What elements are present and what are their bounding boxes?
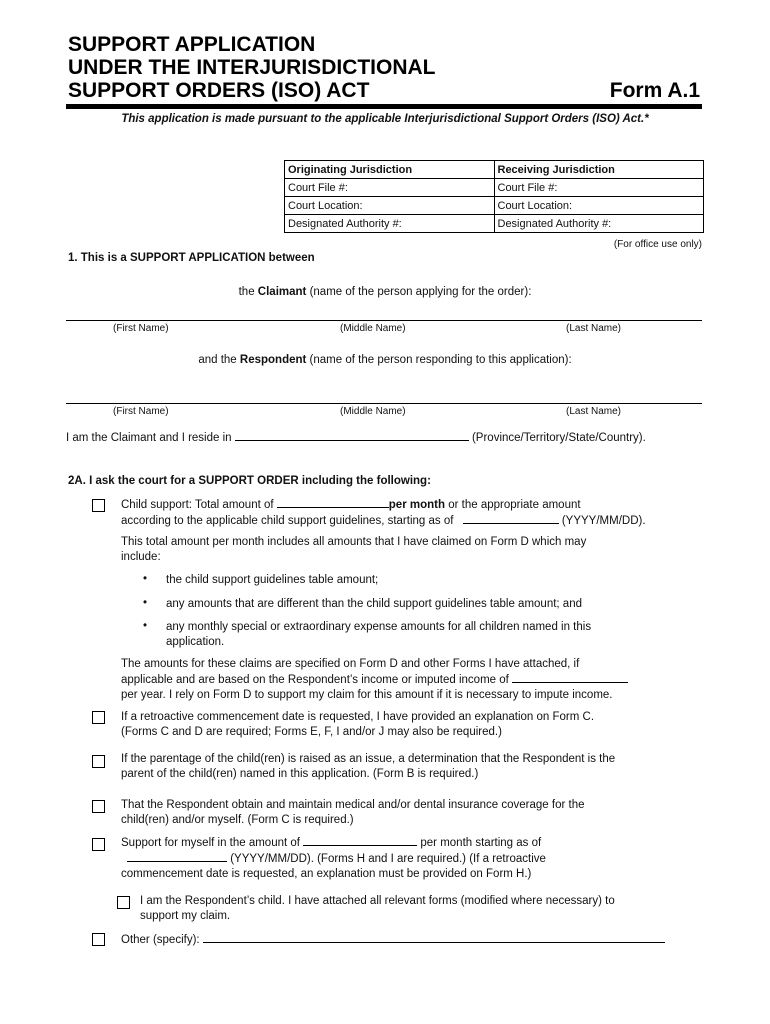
retroactive-line: (Forms C and D are required; Forms E, F, I and/or J may also be required.) [121, 726, 502, 738]
other-checkbox[interactable] [92, 933, 105, 946]
bullet-item-line: application. [166, 636, 225, 648]
claimant-prompt-post: (name of the person applying for the order): [306, 286, 532, 298]
header-rule [66, 104, 702, 109]
respondents-child-checkbox[interactable] [117, 896, 130, 909]
insurance-checkbox[interactable] [92, 800, 105, 813]
self-support-amount-field[interactable] [303, 835, 417, 846]
title-line: UNDER THE INTERJURISDICTIONAL [68, 56, 436, 79]
claimant-prompt-pre: the [238, 286, 258, 298]
respondent-prompt-pre: and the [198, 354, 240, 366]
child-support-date-format: (YYYY/MM/DD). [561, 515, 646, 527]
respondents-child-text [140, 894, 680, 924]
respondent-name-line[interactable] [66, 403, 702, 404]
imputed-income-field[interactable] [512, 672, 628, 683]
retroactive-checkbox[interactable] [92, 711, 105, 724]
form-title [68, 33, 436, 102]
claimant-last-name-label: (Last Name) [566, 323, 622, 334]
self-support-start-date-field[interactable] [127, 851, 227, 862]
amounts-paragraph [121, 657, 681, 703]
bullet-item: the child support guidelines table amount; [166, 574, 379, 586]
claimant-prompt [0, 286, 770, 298]
insurance-text [121, 798, 681, 828]
other-row [121, 932, 665, 946]
self-support-post: per month starting as of [420, 837, 542, 849]
insurance-line: child(ren) and/or myself. (Form C is required.) [121, 814, 354, 826]
self-support-date-format: (YYYY/MM/DD). (Forms H and I are required.) (If a retroactive [230, 853, 546, 865]
receiving-heading: Receiving Jurisdiction [494, 161, 704, 179]
bullet-item [166, 620, 666, 650]
retroactive-text [121, 710, 681, 740]
pursuant-note: This application is made pursuant to the applicable Interjurisdictional Support Orders (ISO) Act.* [121, 113, 649, 125]
total-includes-line: This total amount per month includes all amounts that I have claimed on Form D which may [121, 536, 587, 548]
amounts-line: per year. I rely on Form D to support my claim for this amount if it is necessary to impute income. [121, 689, 613, 701]
child-support-guidelines-text: according to the applicable child support guidelines, starting as of [121, 515, 454, 527]
bullet-item: any amounts that are different than the child support guidelines table amount; and [166, 598, 582, 610]
originating-court-location-field[interactable]: Court Location: [285, 197, 495, 215]
title-line: SUPPORT ORDERS (ISO) ACT [68, 79, 370, 102]
bullet-item-line: any monthly special or extraordinary expense amounts for all children named in this [166, 621, 592, 633]
per-month-label: per month [388, 499, 446, 511]
respondents-child-line: support my claim. [140, 910, 231, 922]
amounts-line: applicable and are based on the Respondent’s income or imputed income of [121, 674, 509, 686]
child-support-checkbox[interactable] [92, 499, 105, 512]
originating-authority-field[interactable]: Designated Authority #: [285, 215, 495, 233]
receiving-authority-field[interactable]: Designated Authority #: [494, 215, 704, 233]
bullet-icon: • [143, 597, 148, 609]
amounts-line: The amounts for these claims are specified on Form D and other Forms I have attached, if [121, 658, 580, 670]
parentage-line: parent of the child(ren) named in this application. (Form B is required.) [121, 768, 479, 780]
bullet-icon: • [143, 573, 148, 585]
residence-post: (Province/Territory/State/Country). [471, 432, 646, 444]
section-2a-heading: 2A. I ask the court for a SUPPORT ORDER including the following: [68, 475, 431, 487]
self-support-text [121, 835, 681, 882]
jurisdiction-table [284, 160, 704, 233]
office-use-note: (For office use only) [613, 239, 702, 250]
claimant-name-line[interactable] [66, 320, 702, 321]
self-support-line: commencement date is requested, an explanation must be provided on Form H.) [121, 868, 532, 880]
claimant-first-name-label: (First Name) [113, 323, 169, 334]
respondents-child-line: I am the Respondent’s child. I have attached all relevant forms (modified where necessary) to [140, 895, 615, 907]
respondent-prompt [0, 354, 770, 366]
originating-court-file-field[interactable]: Court File #: [285, 179, 495, 197]
parentage-line: If the parentage of the child(ren) is raised as an issue, a determination that the Respondent is the [121, 753, 616, 765]
respondent-last-name-label: (Last Name) [566, 406, 622, 417]
residence-statement [66, 430, 646, 444]
child-support-amount-field[interactable] [277, 497, 389, 508]
total-includes-text [121, 535, 681, 565]
parentage-checkbox[interactable] [92, 755, 105, 768]
child-support-post: or the appropriate amount [448, 499, 581, 511]
section-1-heading: 1. This is a SUPPORT APPLICATION between [68, 252, 315, 264]
total-includes-line: include: [121, 551, 161, 563]
retroactive-line: If a retroactive commencement date is requested, I have provided an explanation on Form C. [121, 711, 595, 723]
child-support-pre: Child support: Total amount of [121, 499, 274, 511]
receiving-court-file-field[interactable]: Court File #: [494, 179, 704, 197]
respondent-first-name-label: (First Name) [113, 406, 169, 417]
respondent-middle-name-label: (Middle Name) [340, 406, 406, 417]
respondent-label: Respondent [239, 354, 307, 366]
receiving-court-location-field[interactable]: Court Location: [494, 197, 704, 215]
residence-field[interactable] [235, 430, 469, 441]
residence-pre: I am the Claimant and I reside in [66, 432, 232, 444]
respondent-prompt-post: (name of the person responding to this application): [306, 354, 572, 366]
child-support-text [121, 497, 681, 529]
claimant-middle-name-label: (Middle Name) [340, 323, 406, 334]
originating-heading: Originating Jurisdiction [285, 161, 495, 179]
title-line: SUPPORT APPLICATION [68, 33, 316, 56]
other-specify-field[interactable] [203, 932, 665, 943]
parentage-text [121, 752, 681, 782]
child-support-start-date-field[interactable] [463, 513, 559, 524]
claimant-label: Claimant [257, 286, 307, 298]
other-label: Other (specify): [121, 934, 200, 946]
bullet-icon: • [143, 620, 148, 632]
form-number: Form A.1 [609, 79, 700, 102]
self-support-pre: Support for myself in the amount of [121, 837, 300, 849]
self-support-checkbox[interactable] [92, 838, 105, 851]
insurance-line: That the Respondent obtain and maintain medical and/or dental insurance coverage for the [121, 799, 585, 811]
